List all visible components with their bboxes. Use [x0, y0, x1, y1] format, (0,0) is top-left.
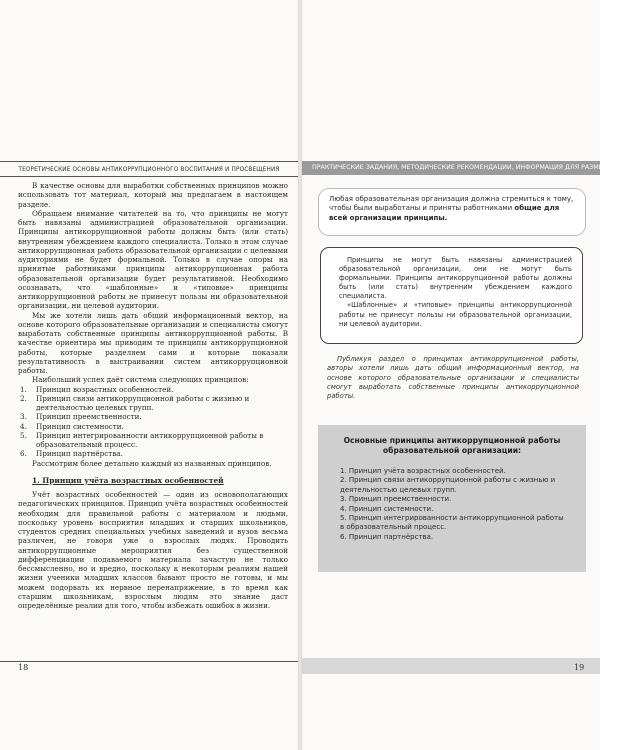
list-number: 1. [20, 384, 27, 394]
page-number-left: 18 [18, 663, 29, 672]
callout-bold-text: общие для всей организации принципы. [329, 204, 560, 222]
list-item: 5. Принцип интегрированности антикоррупционной работы в образовательный процесс. [340, 514, 564, 532]
list-number: 4. [20, 421, 27, 431]
principles-title: Основные принципы антикоррупционной работы образовательной организации: [343, 436, 561, 456]
list-item [18, 385, 288, 394]
list-item: 1. Принцип учёта возрастных особенностей. [340, 467, 506, 475]
list-item [18, 431, 288, 450]
section-heading: 1. Принцип учёта возрастных особенностей [32, 475, 224, 485]
list-item: 4. Принцип системности. [340, 504, 434, 513]
list-item: 2. Принцип связи антикоррупционной работы с жизнью и деятельностью целевых групп. [340, 476, 556, 494]
page-number-right: 19 [574, 663, 585, 672]
running-head-right: ПРАКТИЧЕСКИЕ ЗАДАНИЯ, МЕТОДИЧЕСКИЕ РЕКОМЕНДАЦИИ, ИНФОРМАЦИЯ ДЛЯ РАЗМЫШЛЕНИЯ [302, 161, 600, 175]
list-text: Принцип интегрированности антикоррупционной работы в образовательный процесс. [36, 430, 264, 449]
paragraph: Наибольший успех даёт система следующих принципов: [32, 375, 249, 385]
principles-summary-box [318, 425, 586, 572]
footer-rule-left [0, 661, 298, 662]
book-gutter [298, 0, 302, 750]
left-body-text [18, 181, 288, 610]
closing-sentence: Рассмотрим более детально каждый из названных принципов. [32, 458, 272, 468]
running-head-left: ТЕОРЕТИЧЕСКИЕ ОСНОВЫ АНТИКОРРУПЦИОННОГО ВОСПИТАНИЯ И ПРОСВЕЩЕНИЯ [0, 161, 298, 177]
list-item [18, 412, 288, 421]
paragraph: Обращаем внимание читателей на то, что принципы не могут быть навязаны администрацией образовательной организации. Принципы антикоррупционной работы должны быть (или стать) внутренним убеждением каждого специалиста. Только в этом случае антикоррупционная работа образовательной организации с целевыми аудиториями не будет формальной. Только в случае опоры на принятые работниками принципы антикоррупционная работа образовательной организации будет результативной. Необходимо осознавать, что «шаблонные» и «типовые» принципы антикоррупционной работы не принесут пользы ни образовательной организации, ни целевой аудитории. [18, 208, 288, 311]
section-paragraph: Учёт возрастных особенностей — один из основополагающих педагогических принципов. Принцип учёта возрастных особенностей необходим для правильной работы с материалом и людьми, поскольку уровень восприятия младших и старших школьников, студентов средних специальных учебных заведений и вузов весьма различен, не говоря уже о взрослых людях. Проводить антикоррупционные мероприятия без существенной дифференциации подаваемого материала зачастую не только бессмысленно, но и вредно, поскольку к некоторым реалиям нашей жизни ученики младших классов бывают просто не готовы, и мы можем подорвать их нервное перенапряжение, в то время как старшим школьникам, взрослым людям это знание даст определённые реалии для того, чтобы избежать ошибок в жизни. [18, 490, 288, 610]
callout-box-bordered [320, 247, 583, 344]
list-item [18, 449, 288, 458]
list-item [18, 394, 288, 413]
list-text: Принцип связи антикоррупционной работы с жизнью и деятельностью целевых групп. [36, 393, 250, 412]
footer-band-right [302, 658, 600, 674]
callout-box-rounded [319, 189, 585, 235]
list-text: Принцип партнёрства. [36, 449, 123, 459]
italic-note: Публикуя раздел о принципах антикоррупционной работы, авторы хотели лишь дать общий информационный вектор, на основе которого образовательные организации и специалисты смогут выработать собственные принципы антикоррупционной работы. [327, 355, 579, 401]
list-number: 2. [20, 393, 27, 403]
list-text: Принцип возрастных особенностей. [36, 384, 174, 394]
list-text: Принцип преемственности. [36, 412, 142, 422]
list-item [18, 422, 288, 431]
paragraph: Мы же хотели лишь дать общий информационный вектор, на основе которого образовательные организации и специалисты смогут выработать собственные принципы антикоррупционной работы. В качестве ориентира мы приводим те принципы антикоррупционной работы, которые разделяем сами и которые показали результативность в выстраивании систем антикоррупционной работы. [18, 310, 288, 375]
list-item: 3. Принцип преемственности. [340, 495, 452, 504]
list-text: Принцип системности. [36, 421, 124, 431]
callout-text: Любая образовательная организация должна стремиться к тому, чтобы были выработаны и приняты работниками [329, 195, 574, 213]
principles-list-left [18, 385, 288, 459]
list-number: 6. [20, 449, 27, 459]
list-number: 3. [20, 412, 27, 422]
principles-list-right [340, 467, 566, 542]
callout-paragraph: Принципы не могут быть навязаны администрацией образовательной организации, они не могут быть формальными. Принципы антикоррупционной работы должны быть (или стать) внутренним убеждением каждого специалиста. [339, 256, 572, 301]
paragraph: В качестве основы для выработки собственных принципов можно использовать тот материал, который мы предлагаем в настоящем разделе. [18, 181, 288, 209]
list-item: 6. Принцип партнёрства. [340, 532, 434, 541]
callout-paragraph: «Шаблонные» и «типовые» принципы антикоррупционной работы не принесут пользы ни образовательной организации, ни целевой аудитории. [339, 301, 572, 328]
list-number: 5. [20, 430, 27, 440]
